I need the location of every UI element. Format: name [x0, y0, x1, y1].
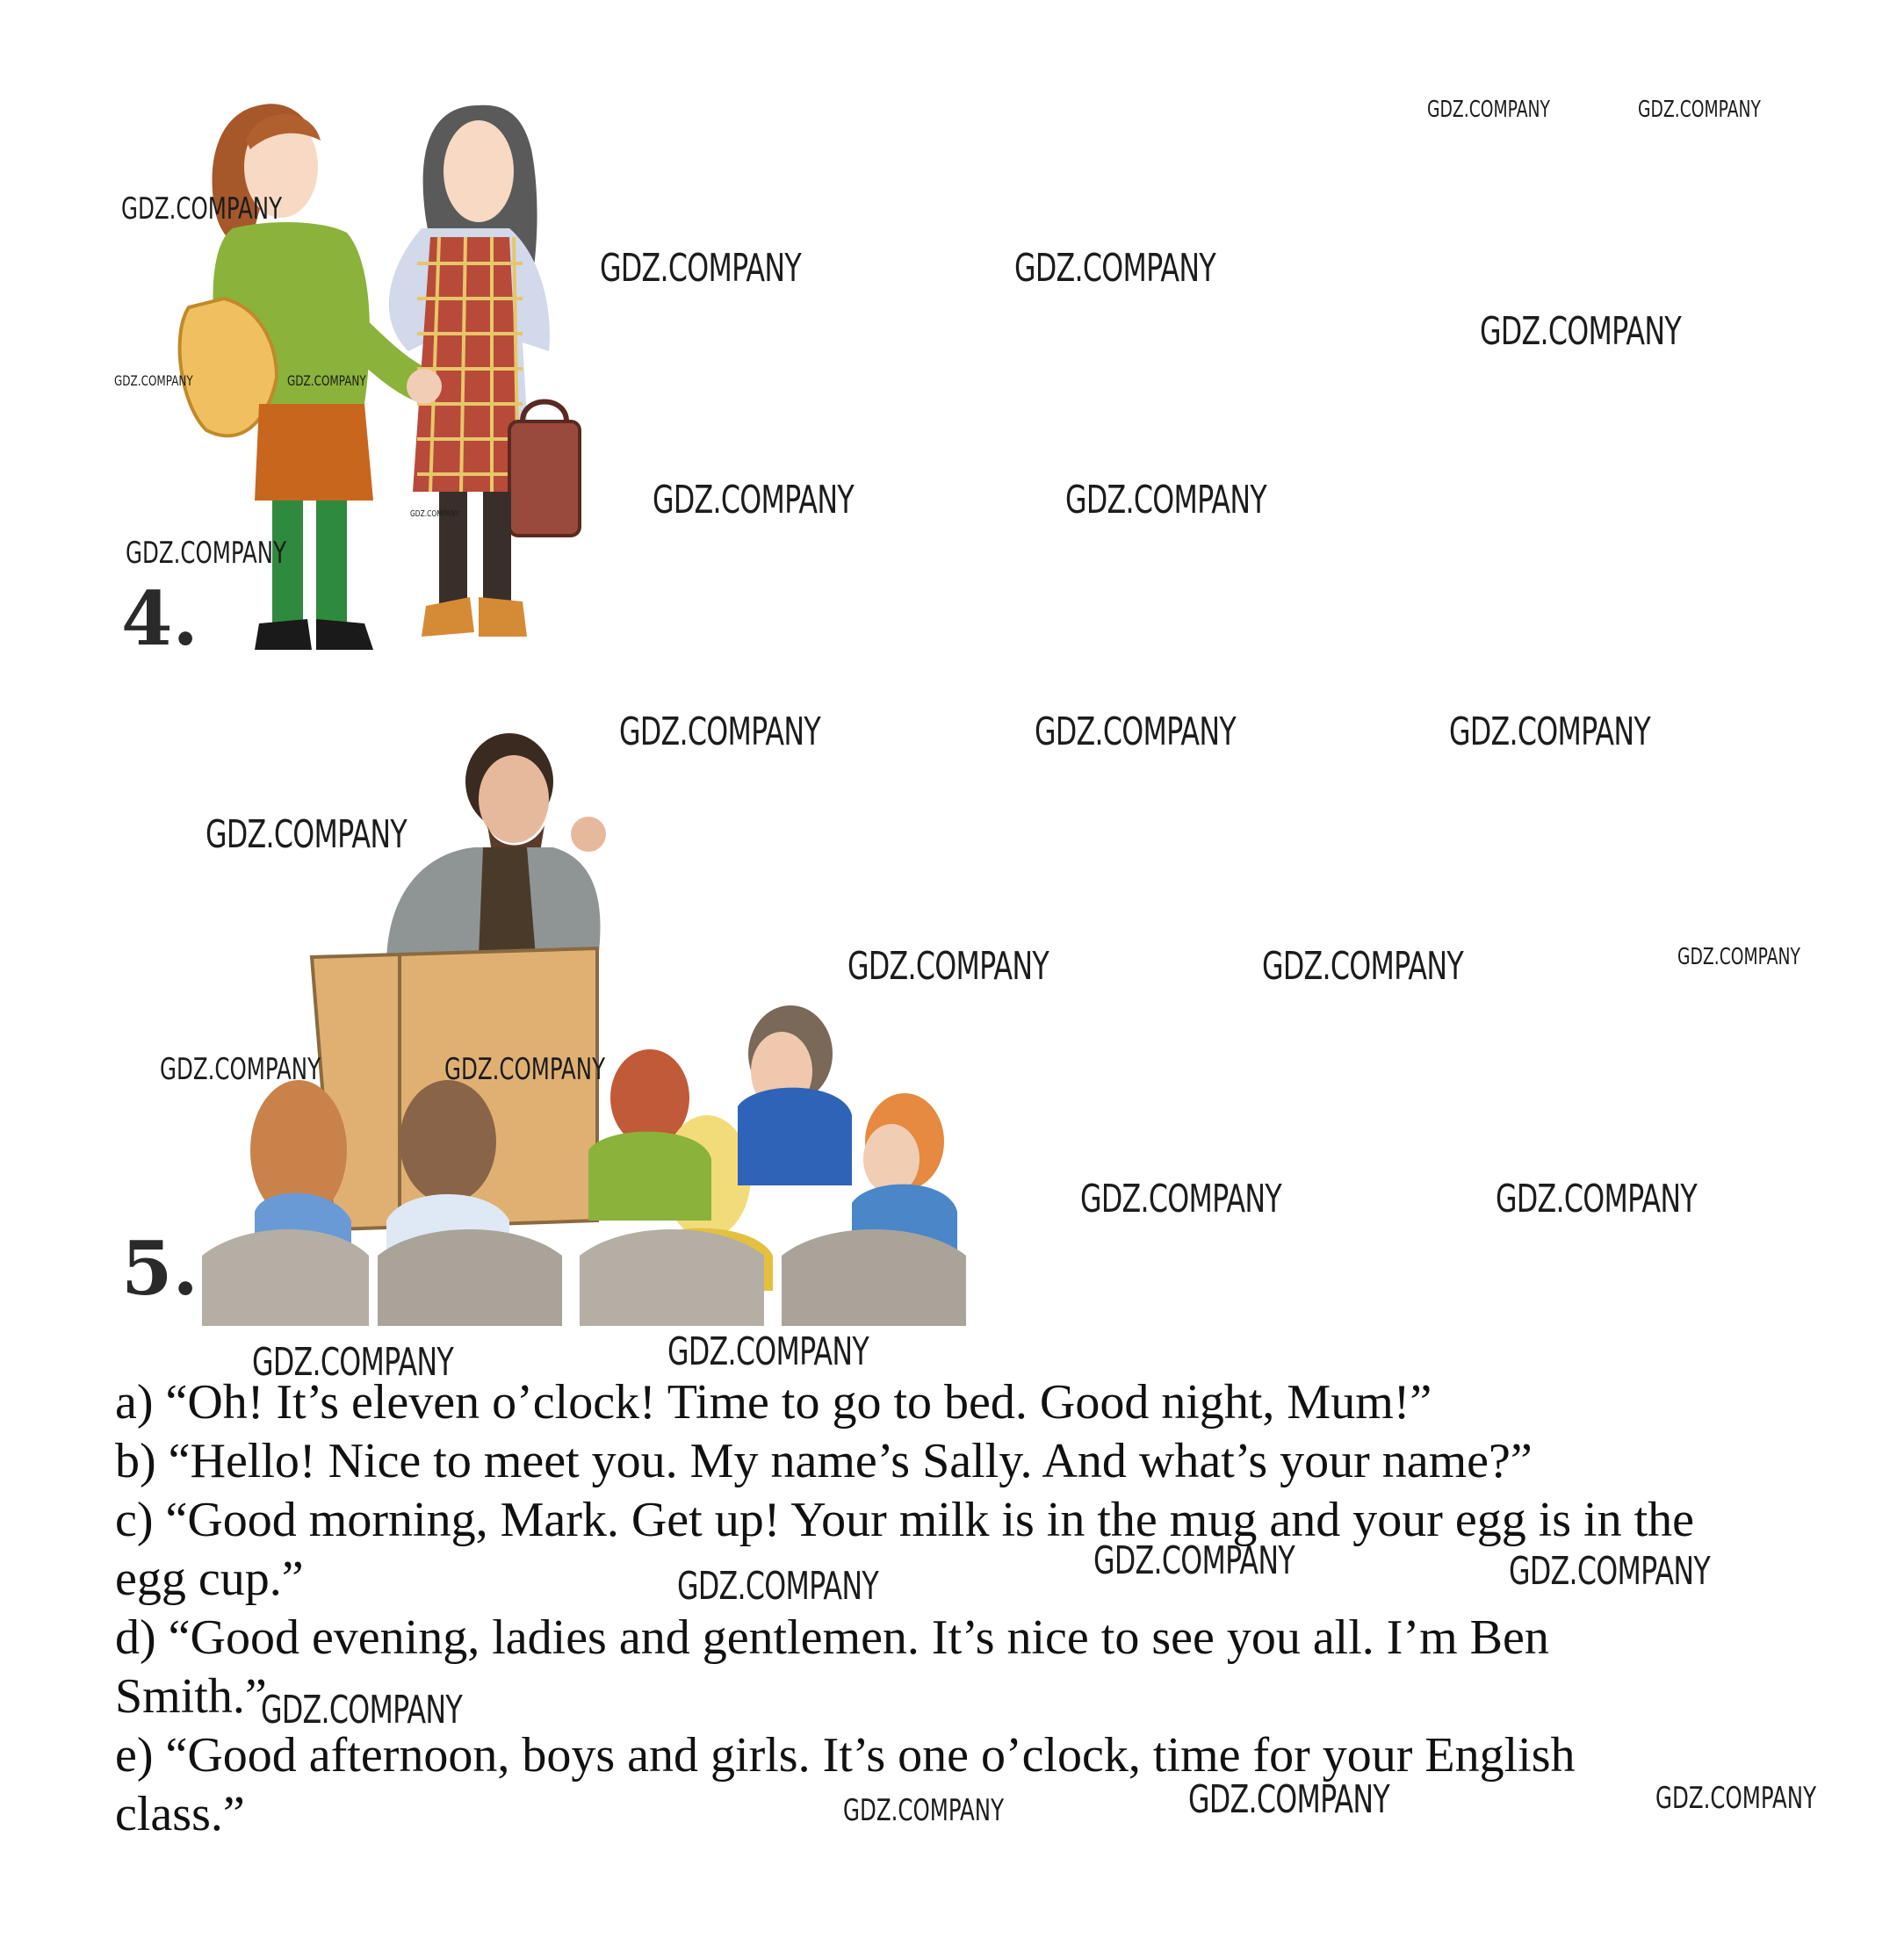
- watermark: GDZ.COMPANY: [1480, 309, 1681, 354]
- watermark: GDZ.COMPANY: [677, 1564, 878, 1609]
- watermark: GDZ.COMPANY: [619, 709, 820, 754]
- line-d: d) “Good evening, ladies and gentlemen. It’s nice to see you all. I’m Ben: [115, 1610, 1549, 1665]
- watermark: GDZ.COMPANY: [1655, 1781, 1817, 1816]
- line-e: e) “Good afternoon, boys and girls. It’s one o’clock, time for your English: [115, 1728, 1576, 1783]
- watermark: GDZ.COMPANY: [261, 1688, 462, 1732]
- watermark: GDZ.COMPANY: [1093, 1538, 1295, 1583]
- line-b: b) “Hello! Nice to meet you. My name’s Sally. And what’s your name?”: [115, 1434, 1533, 1488]
- watermark: GDZ.COMPANY: [1262, 944, 1463, 989]
- watermark: GDZ.COMPANY: [1677, 944, 1800, 970]
- watermark: GDZ.COMPANY: [126, 536, 287, 571]
- line-c-continued: egg cup.”: [115, 1552, 304, 1606]
- watermark: GDZ.COMPANY: [121, 191, 283, 227]
- watermark: GDZ.COMPANY: [1014, 246, 1215, 291]
- watermark: GDZ.COMPANY: [1188, 1777, 1389, 1822]
- line-c: c) “Good morning, Mark. Get up! Your milk is in the mug and your egg is in the: [115, 1493, 1695, 1547]
- watermark: GDZ.COMPANY: [252, 1340, 453, 1385]
- watermark: GDZ.COMPANY: [653, 478, 854, 522]
- watermark: GDZ.COMPANY: [1509, 1549, 1710, 1594]
- exercise-number-4: 4.: [121, 575, 198, 662]
- watermark: GDZ.COMPANY: [1080, 1177, 1281, 1221]
- watermark: GDZ.COMPANY: [287, 372, 366, 389]
- line-a: a) “Oh! It’s eleven o’clock! Time to go to bed. Good night, Mum!”: [115, 1375, 1432, 1430]
- line-e-continued: class.”: [115, 1787, 245, 1841]
- watermark: GDZ.COMPANY: [1035, 709, 1236, 754]
- watermark: GDZ.COMPANY: [847, 944, 1049, 989]
- watermark: GDZ.COMPANY: [206, 812, 407, 857]
- watermark: GDZ.COMPANY: [1427, 97, 1550, 123]
- watermark: GDZ.COMPANY: [444, 1052, 606, 1087]
- watermark: GDZ.COMPANY: [600, 246, 801, 291]
- watermark: GDZ.COMPANY: [1496, 1177, 1697, 1221]
- watermark: GDZ.COMPANY: [1065, 478, 1266, 522]
- watermark: GDZ.COMPANY: [667, 1329, 869, 1374]
- watermark: GDZ.COMPANY: [114, 372, 193, 389]
- watermark: GDZ.COMPANY: [160, 1052, 321, 1087]
- line-d-continued: Smith.”: [115, 1669, 267, 1724]
- watermark: GDZ.COMPANY: [1449, 709, 1650, 754]
- watermark: GDZ.COMPANY: [410, 509, 460, 519]
- watermark: GDZ.COMPANY: [1638, 97, 1761, 123]
- watermark: GDZ.COMPANY: [843, 1793, 1005, 1828]
- exercise-number-5: 5.: [121, 1225, 198, 1312]
